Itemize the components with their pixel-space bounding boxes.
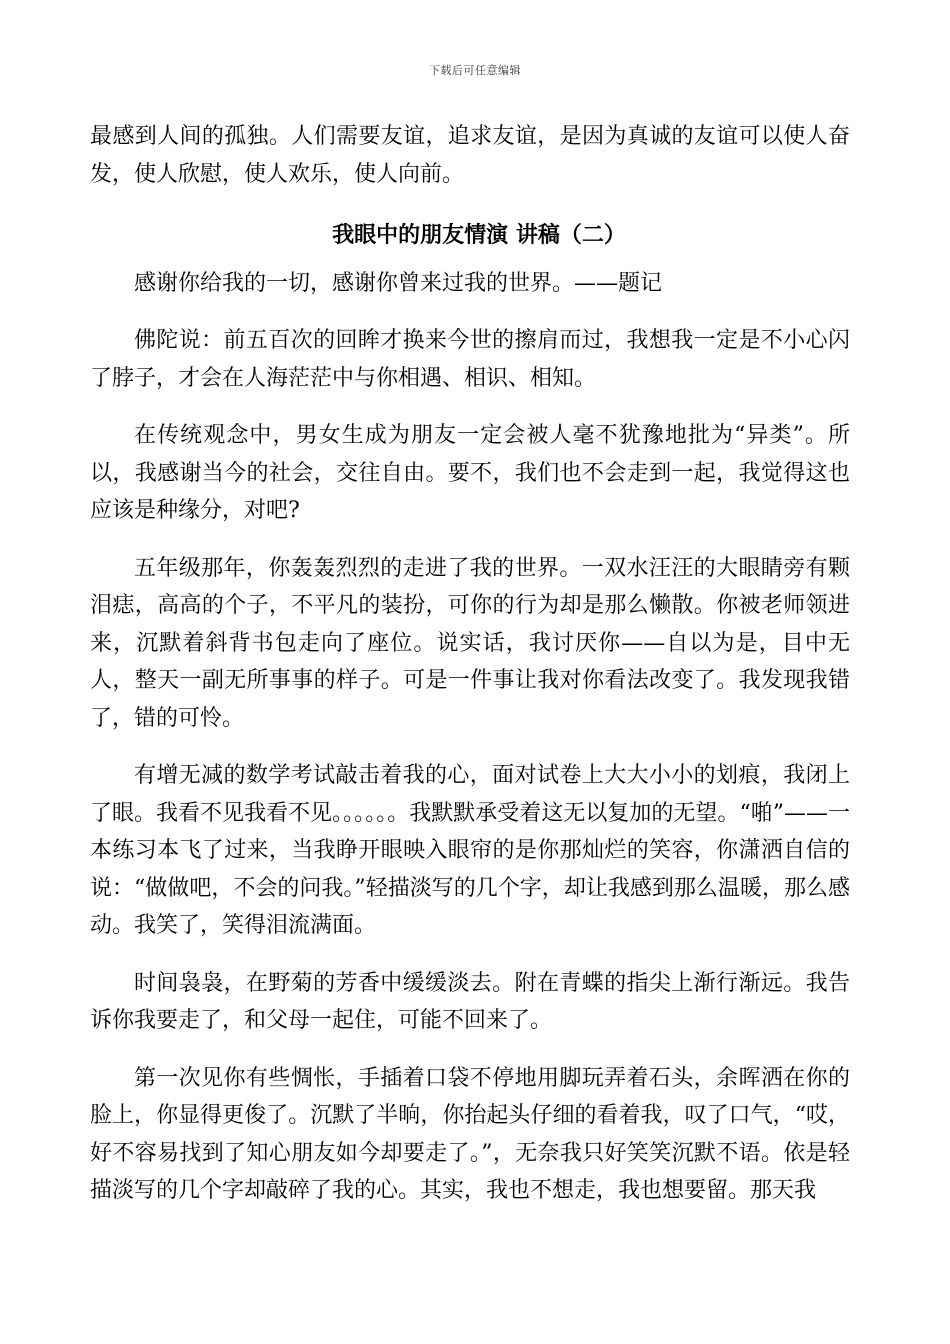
document-title: 我眼中的朋友情演 讲稿（二） <box>332 222 626 248</box>
body-paragraph-2: 在传统观念中，男女生成为朋友一定会被人毫不犹豫地批为“异类”。所以，我感谢当今的社会，交往自由。要不，我们也不会走到一起，我觉得这也应该是种缘分，对吧? <box>90 423 850 523</box>
epigraph-paragraph: 感谢你给我的一切，感谢你曾来过我的世界。——题记 <box>134 270 663 296</box>
body-paragraph-6: 第一次见你有些惆怅，手插着口袋不停地用脚玩弄着石头，余晖洒在你的脸上，你显得更俊了。沉默了半晌，你抬起头仔细的看着我，叹了口气，“哎，好不容易找到了知心朋友如今却要走了。”，无奈我只好笑笑沉默不语。依是轻描淡写的几个字却敲碎了我的心。其实，我也不想走，我也想要留。那天我 <box>90 1065 850 1203</box>
body-paragraph-1: 佛陀说：前五百次的回眸才换来今世的擦肩而过，我想我一定是不小心闪了脖子，才会在人海茫茫中与你相遇、相识、相知。 <box>90 328 850 391</box>
intro-paragraph: 最感到人间的孤独。人们需要友谊，追求友谊，是因为真诚的友谊可以使人奋发，使人欣慰，使人欢乐，使人向前。 <box>90 124 850 187</box>
body-paragraph-4: 有增无减的数学考试敲击着我的心，面对试卷上大大小小的划痕，我闭上了眼。我看不见我看不见。。。。。。我默默承受着这无以复加的无望。“啪”——一本练习本飞了过来，当我睁开眼映入眼帘的是你那灿烂的笑容，你潇洒自信的说：“做做吧，不会的问我。”轻描淡写的几个字，却让我感到那么温暖，那么感动。我笑了，笑得泪流满面。 <box>90 763 850 938</box>
body-paragraph-3: 五年级那年，你轰轰烈烈的走进了我的世界。一双水汪汪的大眼睛旁有颗泪痣，高高的个子，不平凡的装扮，可你的行为却是那么懒散。你被老师领进来，沉默着斜背书包走向了座位。说实话，我讨厌你——自以为是，目中无人，整天一副无所事事的样子。可是一件事让我对你看法改变了。我发现我错了，错的可怜。 <box>90 555 850 731</box>
document-body <box>90 118 850 1210</box>
body-paragraph-5: 时间袅袅，在野菊的芳香中缓缓淡去。附在青蝶的指尖上渐行渐远。我告诉你我要走了，和父母一起住，可能不回来了。 <box>90 970 850 1033</box>
page-header: 下载后可任意编辑 <box>429 64 521 77</box>
